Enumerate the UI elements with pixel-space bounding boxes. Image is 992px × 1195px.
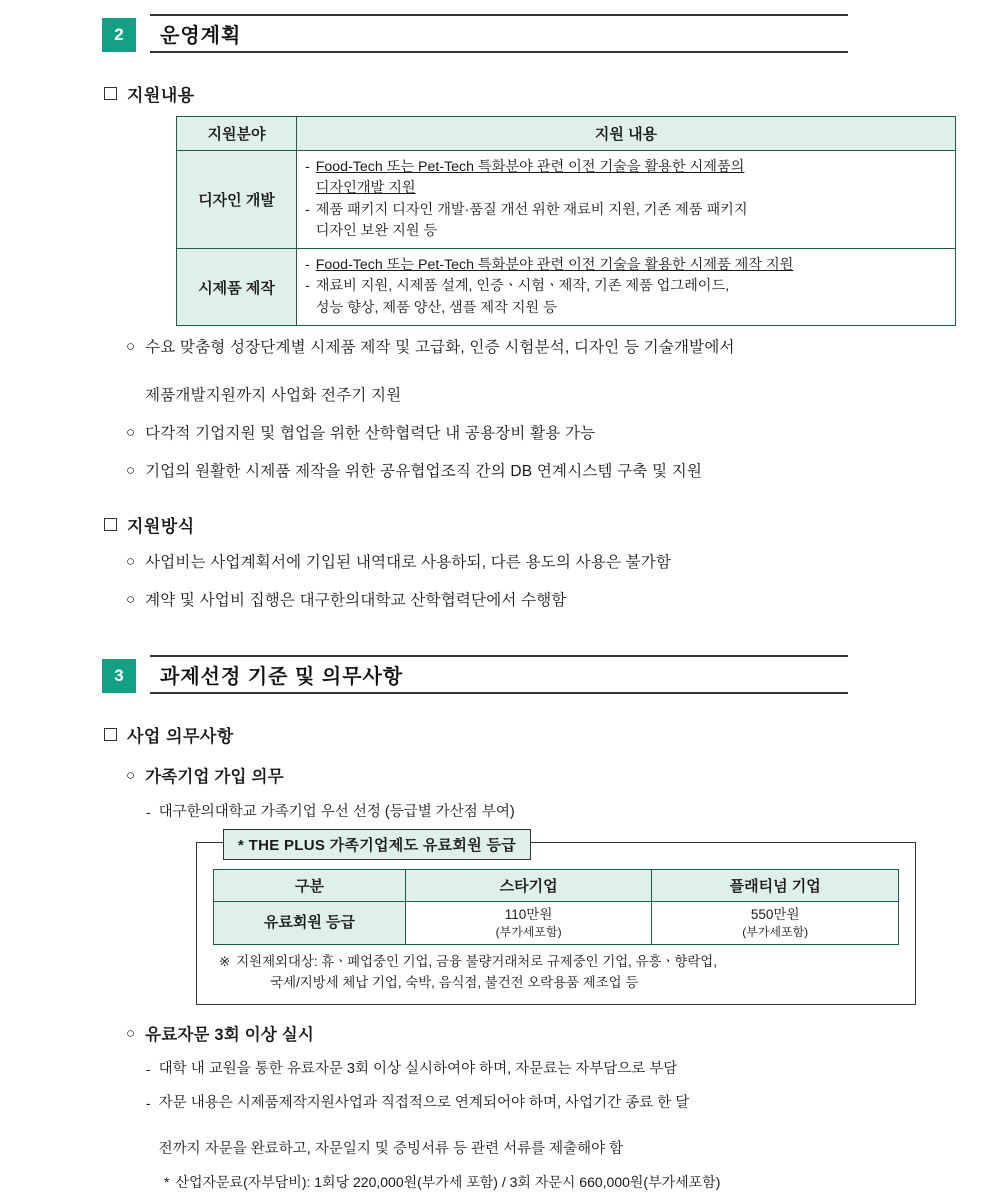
- heading-support-method: [104, 512, 956, 537]
- list-item-text: [316, 276, 729, 319]
- dash-bullet-icon: -: [305, 201, 310, 218]
- note-line-2: 국세/지방세 체납 기업, 숙박, 음식점, 불건전 오락용품 제조업 등: [270, 975, 639, 991]
- line-1: 제품 패키지 디자인 개발·품질 개선 위한 재료비 지원, 기존 제품 패키지: [315, 201, 748, 218]
- heading-obligations: [104, 722, 956, 747]
- line-2: 제품개발지원까지 사업화 전주기 지원: [145, 387, 402, 405]
- table-header-division: 구분: [214, 869, 406, 901]
- obligation-detail: [146, 1092, 956, 1162]
- support-content-table: [176, 116, 956, 326]
- bullet-text: 사업비는 사업계획서에 기입된 내역대로 사용하되, 다른 용도의 사용은 불가함: [145, 554, 672, 572]
- section-number-badge: 2: [102, 18, 136, 52]
- list-item: [305, 255, 947, 276]
- asterisk-icon: *: [164, 1174, 170, 1191]
- table-row: [177, 249, 956, 326]
- section-header-3: [102, 655, 848, 694]
- list-item-text: [316, 200, 748, 243]
- table-header-row: [214, 869, 899, 901]
- bullet-item: [126, 551, 956, 575]
- list-item: [305, 276, 947, 319]
- table-cell-star-fee: [405, 901, 652, 944]
- line-2: 성능 향상, 제품 양산, 샘플 제작 지원 등: [315, 299, 557, 316]
- line-1: 재료비 지원, 시제품 설계, 인증ㆍ시험ㆍ제작, 기존 제품 업그레이드,: [315, 278, 730, 295]
- obligation-item-1: [126, 765, 956, 791]
- table-cell-field: 시제품 제작: [177, 249, 297, 326]
- bullet-item: [126, 589, 956, 613]
- circle-bullet-icon: ○: [126, 424, 136, 442]
- circle-bullet-icon: ○: [126, 591, 136, 609]
- section-title: 과제선정 기준 및 의무사항: [160, 666, 404, 689]
- dash-bullet-icon: -: [305, 257, 310, 274]
- note-text: [236, 952, 717, 994]
- table-row: [214, 901, 899, 944]
- note-line-1: 지원제외대상: 휴ㆍ폐업중인 기업, 금융 불량거래처로 규제중인 기업, 유흥ㆍ향락업,: [236, 954, 717, 970]
- detail-text: 대학 내 교원을 통한 유료자문 3회 이상 실시하여야 하며, 자문료는 자부담으로 부담: [158, 1061, 678, 1078]
- line-2: 전까지 자문을 완료하고, 자문일지 및 증빙서류 등 관련 서류를 제출해야 함: [158, 1141, 624, 1157]
- bullet-item: [126, 422, 956, 446]
- heading-label: 사업 의무사항: [127, 727, 234, 747]
- dash-bullet-icon: -: [146, 1094, 151, 1111]
- note-mark-icon: ※: [219, 954, 231, 970]
- obligation-title: 유료자문 3회 이상 실시: [145, 1025, 315, 1044]
- square-bullet-icon: [104, 87, 117, 100]
- underlined-text: Food-Tech 또는 Pet-Tech 특화분야 관련 이전 기술을 활용한 시제품의: [315, 159, 745, 175]
- circle-bullet-icon: ○: [126, 338, 136, 356]
- family-company-tag: * THE PLUS 가족기업제도 유료회원 등급: [223, 829, 531, 860]
- square-bullet-icon: [104, 518, 117, 531]
- bullet-text: 기업의 원활한 시제품 제작을 위한 공유협업조직 간의 DB 연계시스템 구축 및 지원: [145, 463, 703, 481]
- table-row: [177, 151, 956, 249]
- bullet-text: 계약 및 사업비 집행은 대구한의대학교 산학협력단에서 수행함: [145, 592, 567, 610]
- table-cell-platinum-fee: [652, 901, 899, 944]
- bullet-item: [126, 460, 956, 484]
- section-title-rule: [150, 14, 848, 53]
- table-cell-content: [297, 249, 956, 326]
- circle-bullet-icon: ○: [126, 1024, 136, 1042]
- table-header-platinum: 플래티넘 기업: [652, 869, 899, 901]
- dash-bullet-icon: -: [305, 159, 310, 175]
- table-header-row: [177, 117, 956, 151]
- bullet-text: 다각적 기업지원 및 협업을 위한 산학협력단 내 공용장비 활용 가능: [145, 425, 596, 443]
- section-title: 운영계획: [160, 25, 242, 47]
- bullet-text: [145, 336, 735, 408]
- section-number-badge: 3: [102, 659, 136, 693]
- heading-label: 지원방식: [127, 517, 195, 537]
- list-item-text: [316, 157, 745, 200]
- table-cell-field: 디자인 개발: [177, 151, 297, 249]
- detail-text: [159, 1092, 690, 1162]
- membership-fee-table: [213, 869, 899, 945]
- dash-bullet-icon: -: [146, 1061, 151, 1078]
- table-cell-label: 유료회원 등급: [214, 901, 406, 944]
- heading-support-content: [104, 81, 956, 106]
- underlined-text: Food-Tech 또는 Pet-Tech 특화분야 관련 이전 기술을 활용한 시제품 제작 지원: [315, 257, 794, 274]
- square-bullet-icon: [104, 728, 117, 741]
- obligation-detail: [146, 1058, 956, 1081]
- circle-bullet-icon: ○: [126, 767, 136, 785]
- obligation-item-2: [126, 1023, 956, 1049]
- dash-bullet-icon: -: [305, 278, 310, 295]
- bullet-item: [126, 336, 956, 408]
- detail-text: 대구한의대학교 가족기업 우선 선정 (등급별 가산점 부여): [158, 803, 515, 820]
- table-header-star: 스타기업: [405, 869, 652, 901]
- section-title-rule: [150, 655, 848, 694]
- consulting-fee-text: 산업자문료(자부담비): 1회당 220,000원(부가세 포함) / 3회 자문시 660,000원(부가세포함): [175, 1174, 721, 1191]
- list-item: [305, 200, 947, 243]
- obligation-detail: [146, 801, 956, 824]
- platinum-fee-value: 550만원: [750, 906, 800, 922]
- line-1: 수요 맞춤형 성장단계별 시제품 제작 및 고급화, 인증 시험분석, 디자인 등 기술개발에서: [145, 339, 735, 357]
- consulting-fee-note: [164, 1171, 956, 1193]
- line-2: 디자인 보완 지원 등: [315, 222, 438, 239]
- table-cell-content: [297, 151, 956, 249]
- line-1: 자문 내용은 시제품제작지원사업과 직접적으로 연계되어야 하며, 사업기간 종료 한 달: [158, 1094, 690, 1111]
- platinum-fee-note: (부가세포함): [742, 925, 809, 940]
- circle-bullet-icon: ○: [126, 553, 136, 571]
- star-fee-note: (부가세포함): [495, 925, 562, 940]
- obligation-title: 가족기업 가입 의무: [145, 768, 284, 787]
- dash-bullet-icon: -: [146, 803, 151, 820]
- section-header-2: [102, 14, 848, 53]
- family-company-box: [196, 836, 916, 1005]
- table-header-content: 지원 내용: [297, 117, 956, 151]
- underlined-text-2: 디자인개발 지원: [315, 180, 416, 197]
- table-header-field: 지원분야: [177, 117, 297, 151]
- circle-bullet-icon: ○: [126, 462, 136, 480]
- list-item: [305, 157, 947, 200]
- heading-label: 지원내용: [127, 86, 195, 105]
- star-fee-value: 110만원: [504, 906, 553, 922]
- exclusion-note: [213, 952, 899, 994]
